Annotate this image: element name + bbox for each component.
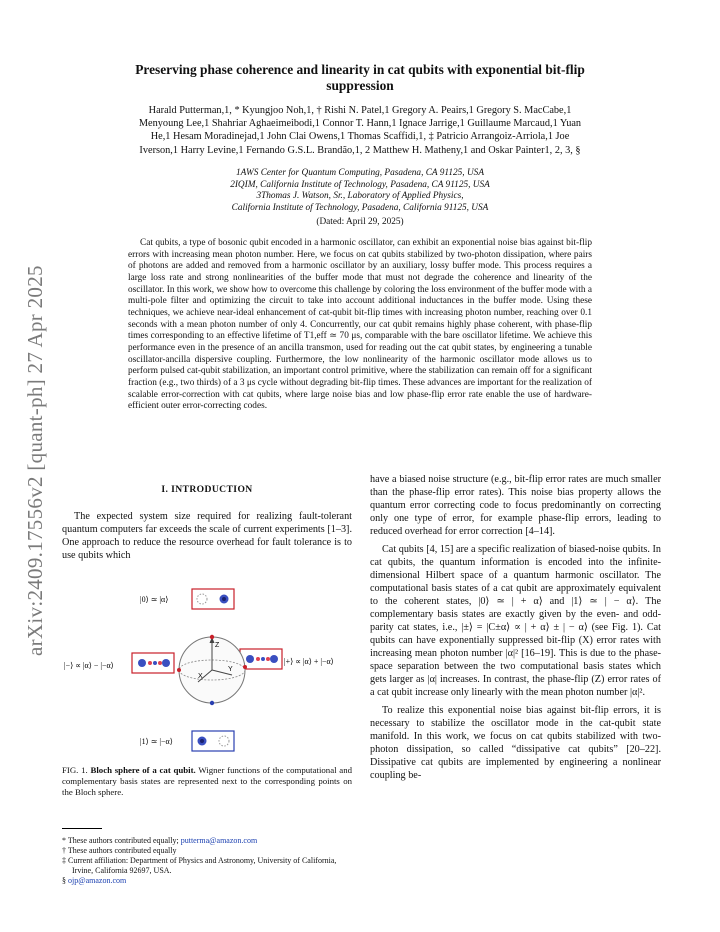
footnote-4 bbox=[62, 876, 352, 886]
authors-line-1: Harald Putterman,1, * Kyungjoo Noh,1, † Rishi N. Patel,1 Gregory A. Peairs,1 Gregory S. MacCabe,1 bbox=[148, 105, 572, 116]
figure-caption bbox=[62, 765, 352, 798]
bloch-sphere bbox=[177, 635, 247, 705]
arxiv-identifier: arXiv:2409.17556v2 [quant-ph] 27 Apr 2025 bbox=[23, 265, 47, 656]
paper-title bbox=[80, 62, 640, 94]
caption-title: Bloch sphere of a cat qubit. bbox=[90, 765, 196, 775]
label-minus-state: |−⟩ ∝ |α⟩ − |−α⟩ bbox=[64, 661, 114, 670]
footnote-1 bbox=[62, 836, 352, 846]
col2-paragraph-3: To realize this exponential noise bias against bit-flip errors, it is necessary to stabilize the oscillator mode in the cat-qubit state manifold. In this work, we focus on cat qubits stabilized with two-photon dissipation, so called “dissipative cat qubits” [20–22]. Dissipative cat qubits are implemented by engineering a nonlinear coupling be- bbox=[370, 705, 661, 781]
footnote-3: ‡ Current affiliation: Department of Physics and Astronomy, University of California, Irvine, California 92697, USA. bbox=[62, 856, 337, 875]
caption-text: Wigner functions of the computational and complementary basis states are represented next to the corresponding points on the Bloch sphere. bbox=[62, 765, 353, 797]
affiliations bbox=[120, 168, 600, 214]
label-one-state: |1⟩ ≃ |−α⟩ bbox=[140, 737, 173, 746]
affiliation-2: 2IQIM, California Institute of Technology, Pasadena, CA 91125, USA bbox=[230, 179, 490, 190]
footnote-1-text: * These authors contributed equally; bbox=[62, 836, 181, 845]
label-plus-state: |+⟩ ∝ |α⟩ + |−α⟩ bbox=[284, 657, 334, 666]
arxiv-stamp bbox=[4, 228, 64, 658]
authors-line-2: Menyoung Lee,1 Shahriar Aghaeimeibodi,1 Connor T. Hann,1 Ignace Jarrige,1 Guillaume Marcaud,1 Yuan bbox=[138, 118, 582, 130]
right-column bbox=[370, 473, 661, 787]
axis-x-label: X bbox=[198, 673, 203, 680]
wigner-one bbox=[192, 731, 234, 751]
intro-paragraph-1: The expected system size required for realizing fault-tolerant quantum computers far exceeds the scale of current experiments [1–3]. One approach to reduce the resource overhead for fault tolerance is to use qubits which bbox=[62, 511, 352, 561]
col2-paragraph-2: Cat qubits [4, 15] are a specific realization of biased-noise qubits. In cat qubits, the quantum information is encoded into the infinite-dimensional Hilbert space of a quantum harmonic oscillator. The computational basis states of a cat qubit are approximately equivalent to the coherent states, |0⟩ ≃ | + α⟩ and |1⟩ ≃ | − α⟩. The complementary basis states are exactly given by the even- and odd-parity cat states, i.e., |±⟩ = |C±α⟩ ∝ | + α⟩ ± | − α⟩ (see Fig. 1). Cat qubits can have exponentially suppressed bit-flip (X) error rates with increasing mean photon number |α|² [16–19]. This is due to the phase-space separation between the two computational basis states which gets larger as |α| increases. In contrast, the phase-flip (Z) error rates of a cat qubit increase only linearly with the mean photon number |α|². bbox=[370, 544, 661, 698]
footnote-2: † These authors contributed equally bbox=[62, 846, 177, 855]
authors-line-3: He,1 Hesam Moradinejad,1 John Clai Owens,1 Thomas Scaffidi,1, ‡ Patricio Arrangoiz-Arriola,1 Joe bbox=[150, 131, 570, 143]
wigner-zero bbox=[192, 589, 234, 609]
email-link-ojp[interactable]: ojp@amazon.com bbox=[68, 876, 127, 885]
col2-paragraph-1: have a biased noise structure (e.g., bit-flip error rates are much smaller than the phase-flip error rates). This noise bias property allows the quantum error correcting code to focus predominantly on correcting only one type of error, for example phase-flip errors, leading to reduced overhead for error correction [4–14]. bbox=[370, 474, 661, 537]
affiliation-4: California Institute of Technology, Pasadena, California 91125, USA bbox=[231, 202, 489, 213]
axis-z-label: Z bbox=[215, 642, 220, 649]
axis-y-label: Y bbox=[228, 666, 233, 673]
abstract: Cat qubits, a type of bosonic qubit encoded in a harmonic oscillator, can exhibit an exponential noise bias against bit-flip errors with increasing mean photon number. Here, we focus on cat qubits stabilized by two-photon dissipation, where pairs of photons are added and removed from a harmonic oscillator by an auxiliary, lossy buffer mode. This process requires a large loss rate and strong nonlinearities of the buffer mode that must not degrade the coherence and linearity of the oscillator. In this work, we show how to overcome this challenge by coloring the loss environment of the buffer mode with a multi-pole filter and optimizing the circuit to take into account additional inductances in the buffer mode. Using these techniques, we achieve near-ideal enhancement of cat-qubit bit-flip times with increasing photon number, reaching over 0.1 seconds with a mean photon number of only 4. Concurrently, our cat qubit remains highly phase coherent, with phase-flip times corresponding to an effective lifetime of T1,eff ≃ 70 μs, comparable with the bare oscillator lifetime. We achieve this performance even in the presence of an ancilla transmon, used for reading out the cat qubit states, by engineering a tunable oscillator-ancilla dispersive coupling. Furthermore, the low nonlinearity of the harmonic oscillator mode allows us to perform pulsed cat-qubit stabilization, an important control primitive, where the stabilization can remain off for a significant fraction (e.g., two thirds) of a 3 μs cycle without degrading bit-flip times. These advances are important for the realization of scalable error-correction with cat qubits, where large noise bias and low phase-flip error rate enable the use of hardware-efficient outer error-correcting codes. bbox=[128, 238, 592, 412]
affiliation-3: 3Thomas J. Watson, Sr., Laboratory of Applied Physics, bbox=[256, 191, 464, 202]
authors-line-4: Iverson,1 Harry Levine,1 Fernando G.S.L. Brandão,1, 2 Matthew H. Matheny,1 and Oskar Painter1, 2, 3, § bbox=[139, 144, 581, 156]
date-line: (Dated: April 29, 2025) bbox=[316, 217, 404, 227]
wigner-minus bbox=[132, 653, 174, 673]
figure-bloch-sphere bbox=[62, 585, 352, 755]
author-list bbox=[80, 104, 640, 157]
section-heading: I. INTRODUCTION bbox=[161, 484, 253, 495]
footnote-4-symbol: § bbox=[62, 876, 68, 885]
title-line-1: Preserving phase coherence and linearity in cat qubits with exponential bit-flip bbox=[135, 62, 585, 77]
affiliation-1: 1AWS Center for Quantum Computing, Pasadena, CA 91125, USA bbox=[236, 168, 484, 178]
title-line-2: suppression bbox=[326, 78, 394, 93]
footnotes bbox=[62, 836, 352, 886]
label-zero-state: |0⟩ ≃ |α⟩ bbox=[140, 595, 169, 604]
email-link-putterma[interactable]: putterma@amazon.com bbox=[180, 836, 258, 845]
caption-label: FIG. 1. bbox=[62, 765, 88, 775]
footnote-rule bbox=[62, 828, 102, 829]
